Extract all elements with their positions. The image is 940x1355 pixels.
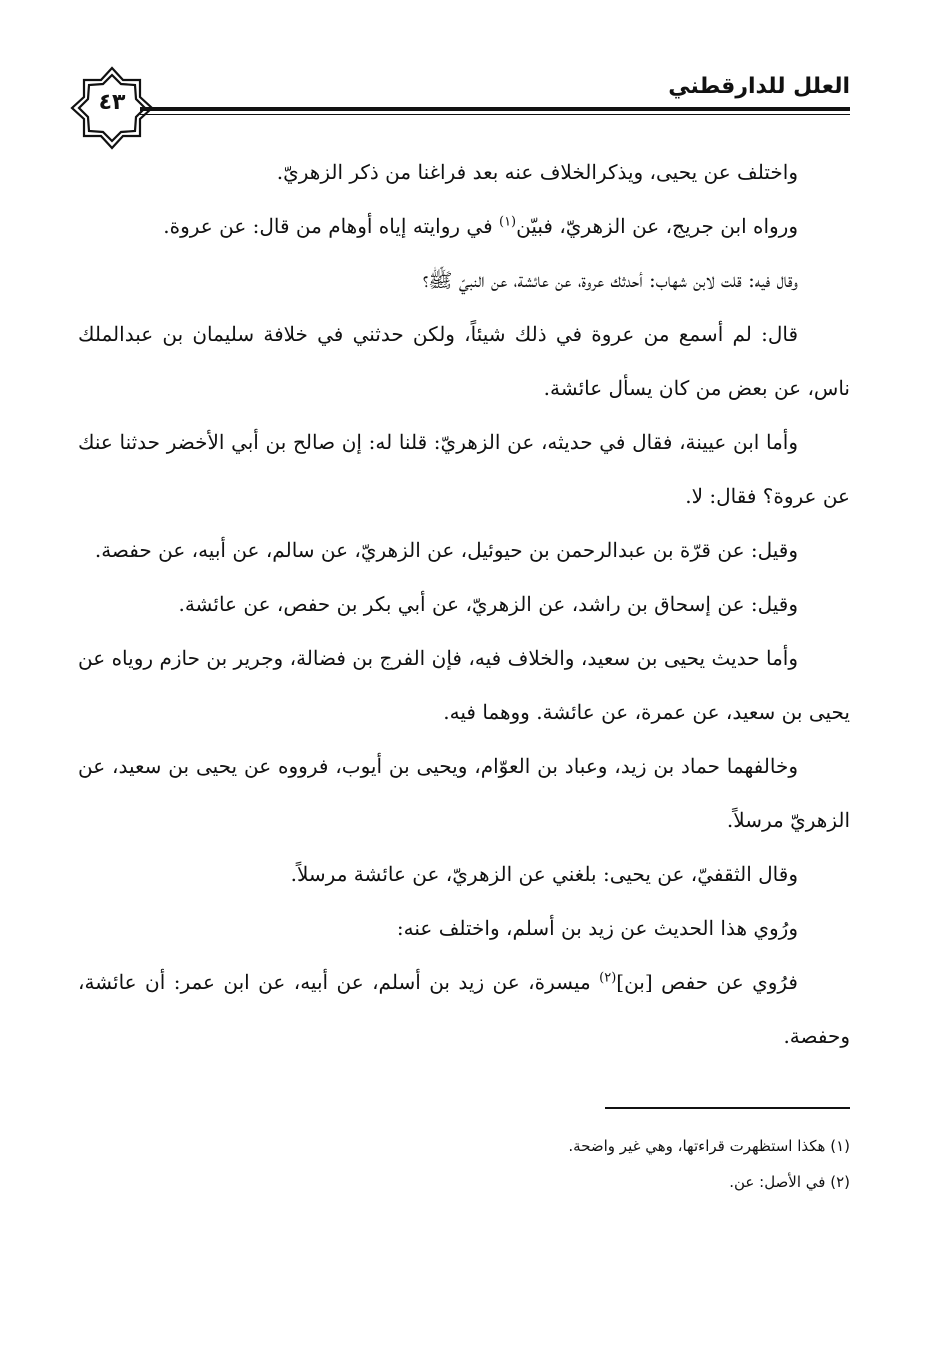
- paragraph: [78, 199, 850, 253]
- paragraph: [78, 955, 850, 1063]
- header-rule-thin: [140, 114, 850, 115]
- paragraph: وأما حديث يحيى بن سعيد، والخلاف فيه، فإن الفرج بن فضالة، وجرير بن حازم روياه عن يحيى بن سعيد، عن عمرة، عن عائشة. ووهما فيه.: [78, 646, 850, 724]
- paragraph: وقيل: عن إسحاق بن راشد، عن الزهريّ، عن أبي بكر بن حفص، عن عائشة.: [178, 592, 798, 616]
- page-number: ٤٣: [98, 90, 126, 115]
- main-text: [78, 145, 850, 1063]
- paragraph: قال: لم أسمع من عروة في ذلك شيئاً، ولكن حدثني في خلافة سليمان بن عبدالملك ناس، عن بعض من كان يسأل عائشة.: [78, 322, 850, 400]
- footnote-rule: [605, 1107, 850, 1109]
- paragraph: واختلف عن يحيى، ويذكرالخلاف عنه بعد فراغنا من ذكر الزهريّ.: [276, 160, 798, 184]
- paragraph: ورُوي هذا الحديث عن زيد بن أسلم، واختلف عنه:: [396, 916, 798, 940]
- footnotes: [150, 1128, 850, 1200]
- running-title: العلل للدارقطني: [668, 74, 850, 99]
- paragraph-text-before: فرُوي عن حفص [بن]: [616, 970, 798, 994]
- footnote-ref-1: (١): [498, 214, 517, 230]
- paragraph-text-after: في روايته إياه أوهام من قال: عن عروة.: [163, 214, 499, 238]
- footnote-2: (٢) في الأصل: عن.: [729, 1173, 850, 1191]
- paragraph: وخالفهما حماد بن زيد، وعباد بن العوّام، ويحيى بن أيوب، فرووه عن يحيى بن سعيد، عن الزهريّ مرسلاً.: [78, 754, 850, 832]
- paragraph: وقيل: عن قرّة بن عبدالرحمن بن حيوئيل، عن الزهريّ، عن سالم، عن أبيه، عن حفصة.: [94, 538, 798, 562]
- header-rule: [140, 107, 850, 111]
- paragraph: وقال الثقفيّ، عن يحيى: بلغني عن الزهريّ، عن عائشة مرسلاً.: [290, 862, 798, 886]
- footnote-1: (١) هكذا استظهرت قراءتها، وهي غير واضحة.: [568, 1137, 850, 1155]
- footnote-ref-2: (٢): [599, 970, 617, 986]
- paragraph-text-before: ورواه ابن جريج، عن الزهريّ، فبيّن: [516, 214, 798, 238]
- paragraph: وقال فيه: قلت لابن شهاب: أحدثك عروة، عن عائشة، عن النبيّ ﷺ؟: [422, 268, 798, 292]
- paragraph: وأما ابن عيينة، فقال في حديثه، عن الزهريّ: قلنا له: إن صالح بن أبي الأخضر حدثنا عنك عن عروة؟ فقال: لا.: [78, 430, 850, 508]
- paragraph-text-after: ميسرة، عن زيد بن أسلم، عن أبيه، عن ابن عمر: أن عائشة، وحفصة.: [78, 970, 850, 1048]
